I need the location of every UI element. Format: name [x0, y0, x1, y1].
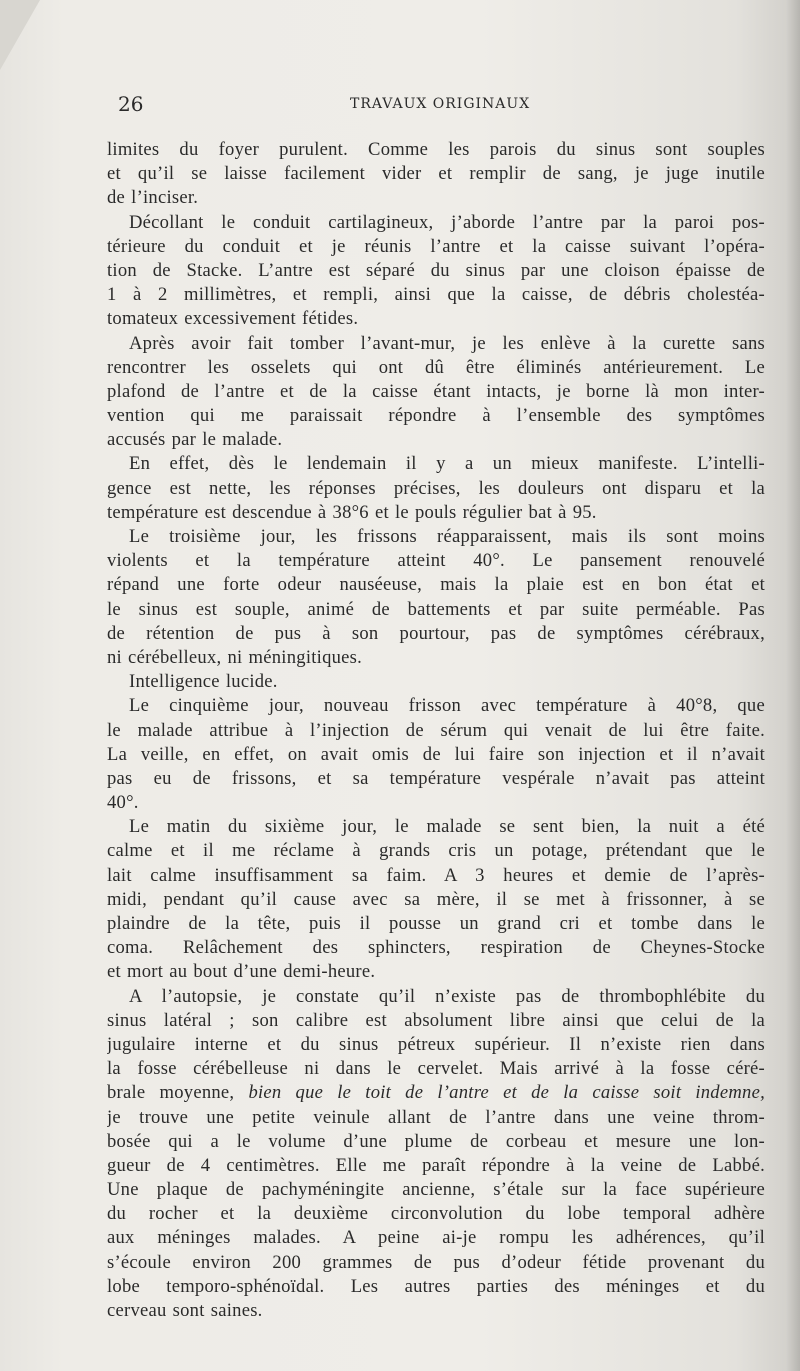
text-line: température est descendue à 38°6 et le pouls régulier bat à 95.: [107, 501, 597, 523]
text-line: bosée qui a le volume d’une plume de corbeau et mesure une lon-: [107, 1130, 765, 1152]
text-line: du rocher et la deuxième circonvolution du lobe temporal adhère: [107, 1203, 765, 1225]
text-line: A l’autopsie, je constate qu’il n’existe pas de thrombophlébite du: [129, 985, 765, 1007]
page-gutter-shadow: [786, 0, 800, 1371]
text-line: tomateux excessivement fétides.: [107, 308, 359, 330]
running-title: TRAVAUX ORIGINAUX: [350, 96, 531, 112]
text-line: gueur de 4 centimètres. Elle me paraît répondre à la veine de Labbé.: [107, 1154, 765, 1176]
page-number: 26: [118, 92, 144, 116]
text-line: répand une forte odeur nauséeuse, mais la plaie est en bon état et: [107, 574, 765, 596]
text-line: cerveau sont saines.: [107, 1300, 263, 1321]
text-line: lobe temporo-sphénoïdal. Les autres parties des méninges et du: [107, 1275, 765, 1297]
text-line: Après avoir fait tomber l’avant-mur, je les enlève à la curette sans: [129, 332, 765, 354]
body-text: [107, 138, 765, 1323]
text-line: plafond de l’antre et de la caisse étant intacts, je borne là mon inter-: [107, 380, 765, 402]
text-line: jugulaire interne et du sinus pétreux supérieur. Il n’existe rien dans: [107, 1033, 765, 1055]
italic-text-segment: bien que le toit de l’antre et de la caisse soit indemne,: [248, 1082, 765, 1104]
text-line: coma. Relâchement des sphincters, respiration de Cheynes-Stocke: [107, 937, 765, 959]
text-line: rencontrer les osselets qui ont dû être éliminés antérieurement. Le: [107, 356, 765, 378]
text-line: de l’inciser.: [107, 187, 199, 209]
text-line: gence est nette, les réponses précises, les douleurs ont disparu et la: [107, 477, 765, 499]
text-line: accusés par le malade.: [107, 429, 283, 451]
page-header: [118, 92, 764, 120]
text-line: s’écoule environ 200 grammes de pus d’odeur fétide provenant du: [107, 1251, 765, 1273]
text-line: la fosse cérébelleuse ni dans le cervelet. Mais arrivé à la fosse céré-: [107, 1058, 765, 1080]
text-line: Intelligence lucide.: [129, 671, 278, 693]
page-corner-fold: [0, 0, 40, 70]
text-line: et mort au bout d’une demi-heure.: [107, 961, 376, 983]
text-line: 40°.: [107, 792, 139, 814]
text-line: violents et la température atteint 40°. Le pansement renouvelé: [107, 550, 765, 572]
text-line: plaindre de la tête, puis il pousse un grand cri et tombe dans le: [107, 913, 765, 934]
text-segment: brale moyenne,: [107, 1082, 235, 1104]
text-line: sinus latéral ; son calibre est absolument libre ainsi que celui de la: [107, 1009, 765, 1031]
text-line: et qu’il se laisse facilement vider et remplir de sang, je juge inutile: [107, 163, 765, 185]
text-line: pas eu de frissons, et sa température vespérale n’avait pas atteint: [107, 767, 765, 789]
text-line: le malade attribue à l’injection de sérum qui venait de lui être faite.: [107, 719, 765, 741]
text-line: tion de Stacke. L’antre est séparé du sinus par une cloison épaisse de: [107, 259, 765, 281]
text-line: lait calme insuffisamment sa faim. A 3 heures et demie de l’après-: [107, 864, 765, 886]
text-line: Le troisième jour, les frissons réapparaissent, mais ils sont moins: [129, 526, 765, 547]
text-line: le sinus est souple, animé de battements et par suite perméable. Pas: [107, 598, 765, 620]
text-line: midi, pendant qu’il cause avec sa mère, il se met à frissonner, à se: [107, 888, 765, 910]
text-line: Décollant le conduit cartilagineux, j’aborde l’antre par la paroi pos-: [129, 211, 765, 233]
text-line: [107, 1081, 765, 1105]
text-line: 1 à 2 millimètres, et rempli, ainsi que la caisse, de débris cholestéa-: [107, 284, 765, 306]
text-line: de rétention de pus à son pourtour, pas de symptômes cérébraux,: [107, 622, 765, 644]
text-line: aux méninges malades. A peine ai-je rompu les adhérences, qu’il: [107, 1227, 765, 1249]
text-line: Une plaque de pachyméningite ancienne, s’étale sur la face supérieure: [107, 1179, 765, 1201]
text-line: ni cérébelleux, ni méningitiques.: [107, 646, 363, 668]
text-line: Le matin du sixième jour, le malade se sent bien, la nuit a été: [129, 816, 765, 838]
text-line: térieure du conduit et je réunis l’antre et la caisse suivant l’opéra-: [107, 235, 765, 257]
text-line: calme et il me réclame à grands cris un potage, prétendant que le: [107, 840, 765, 862]
text-line: La veille, en effet, on avait omis de lui faire son injection et il n’avait: [107, 743, 765, 765]
text-line: Le cinquième jour, nouveau frisson avec température à 40°8, que: [129, 695, 765, 717]
text-line: vention qui me paraissait répondre à l’ensemble des symptômes: [107, 405, 765, 427]
text-line: En effet, dès le lendemain il y a un mieux manifeste. L’intelli-: [129, 453, 765, 475]
text-line: limites du foyer purulent. Comme les parois du sinus sont souples: [107, 139, 765, 160]
text-line: je trouve une petite veinule allant de l’antre dans une veine throm-: [107, 1106, 765, 1128]
